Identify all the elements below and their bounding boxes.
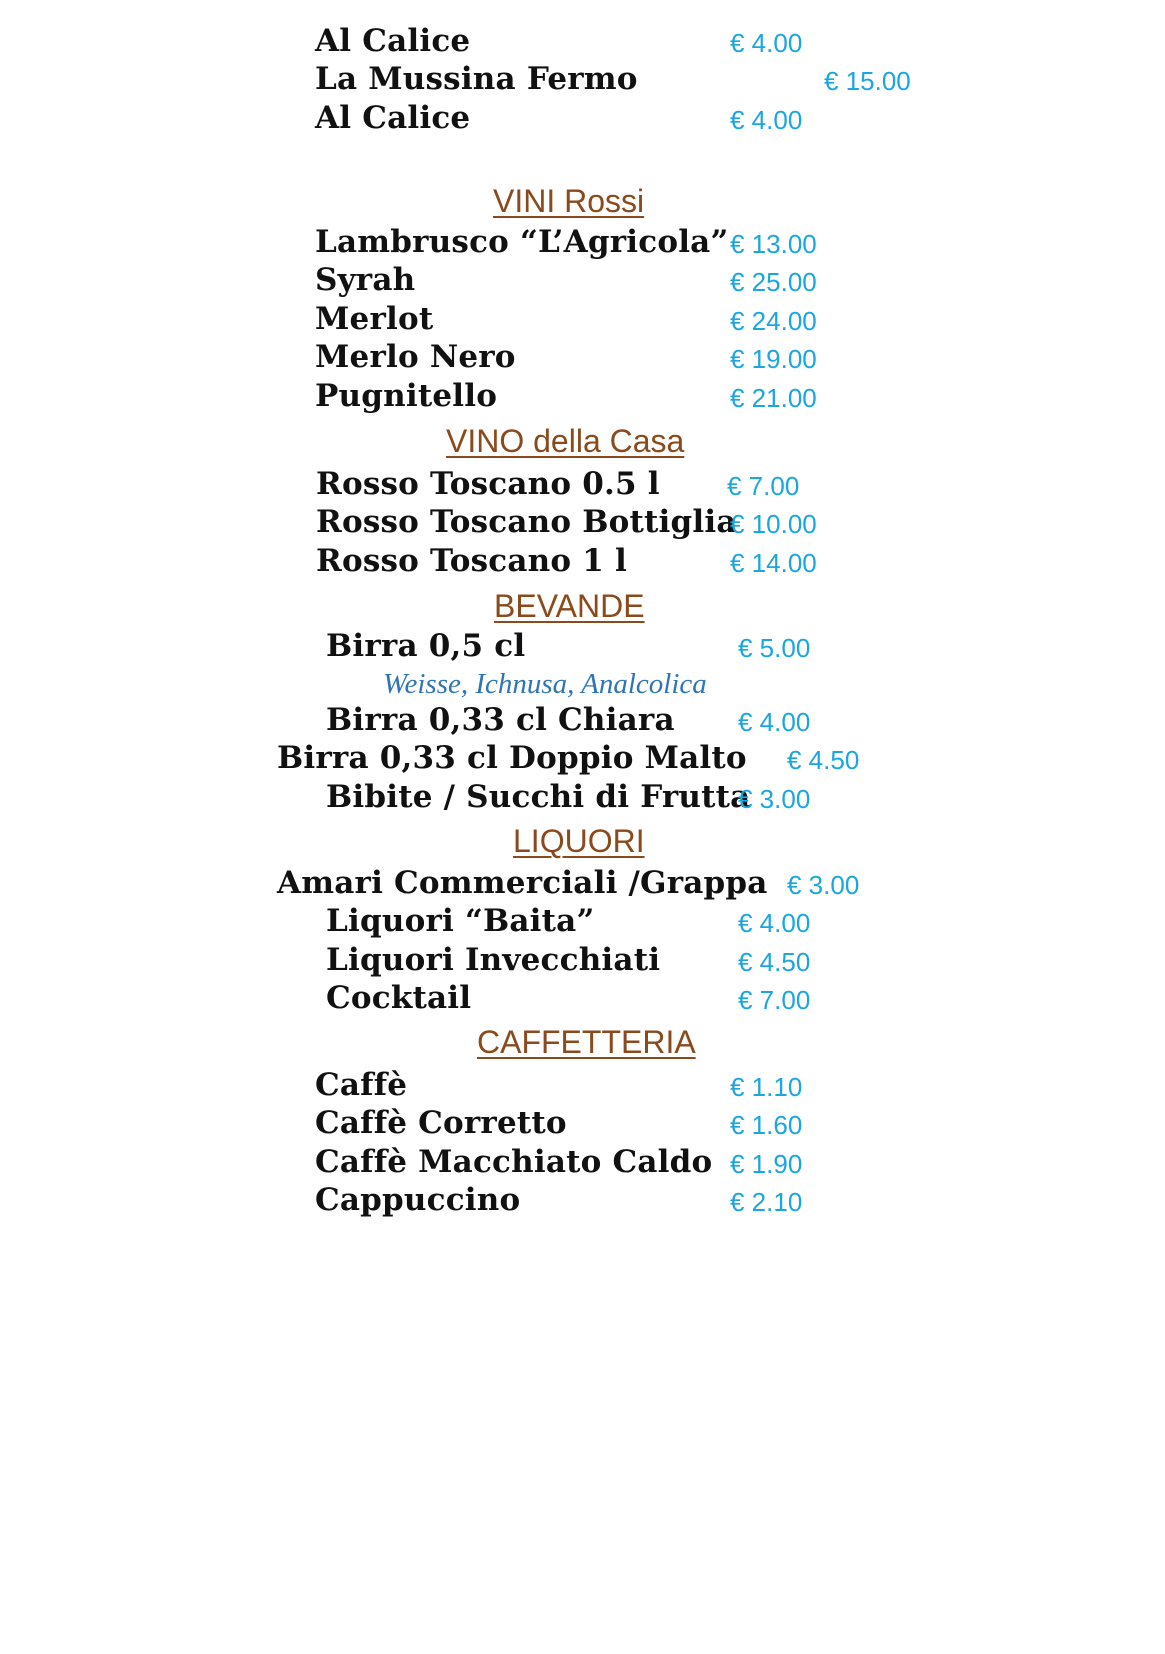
menu-item-price: € 14.00: [730, 548, 817, 578]
menu-item-name: Al Calice: [315, 23, 471, 59]
menu-item-price: € 1.90: [730, 1149, 803, 1179]
menu-item-price: € 1.10: [730, 1072, 803, 1102]
section-heading-bevande: BEVANDE: [494, 588, 645, 624]
menu-item-name: Birra 0,33 cl Doppio Malto: [277, 740, 747, 776]
menu-item-name: Merlo Nero: [315, 339, 516, 375]
menu-item-name: Birra 0,33 cl Chiara: [326, 702, 675, 738]
menu-item-price: € 13.00: [730, 229, 817, 259]
menu-item-price: € 19.00: [730, 344, 817, 374]
menu-item-name: La Mussina Fermo: [315, 61, 638, 97]
section-heading-vini-rossi: VINI Rossi: [493, 183, 645, 219]
menu-item-name: Rosso Toscano 0.5 l: [316, 466, 660, 502]
menu-item-name: Amari Commerciali /Grappa: [277, 865, 768, 901]
menu-item-name: Birra 0,5 cl: [326, 628, 526, 664]
menu-item-price: € 4.50: [738, 947, 811, 977]
menu-item-price: € 3.00: [738, 784, 811, 814]
menu-item-name: Lambrusco “L’Agricola”: [315, 224, 729, 260]
menu-item-name: Merlot: [315, 301, 434, 337]
menu-item-price: € 7.00: [738, 985, 811, 1015]
menu-item-name: Al Calice: [315, 100, 471, 136]
menu-item-price: € 24.00: [730, 306, 817, 336]
section-heading-liquori: LIQUORI: [513, 823, 645, 859]
menu-item-name: Rosso Toscano 1 l: [316, 543, 627, 579]
menu-item-name: Syrah: [315, 262, 416, 298]
menu-item-name: Cappuccino: [315, 1182, 521, 1218]
menu-item-name: Rosso Toscano Bottiglia: [316, 504, 737, 540]
menu-item-price: € 10.00: [730, 509, 817, 539]
menu-item-price: € 25.00: [730, 267, 817, 297]
menu-item-name: Cocktail: [326, 980, 472, 1016]
menu-item-price: € 4.00: [730, 105, 803, 135]
menu-item-price: € 1.60: [730, 1110, 803, 1140]
menu-item-name: Pugnitello: [315, 378, 498, 414]
menu-item-price: € 4.00: [730, 28, 803, 58]
menu-item-price: € 2.10: [730, 1187, 803, 1217]
menu-item-name: Liquori “Baita”: [326, 903, 595, 939]
section-heading-vino-della-casa: VINO della Casa: [446, 423, 685, 459]
menu-item-price: € 7.00: [727, 471, 800, 501]
menu-item-name: Caffè Corretto: [315, 1105, 567, 1141]
menu-item-price: € 4.50: [787, 745, 860, 775]
menu-item-name: Caffè Macchiato Caldo: [315, 1144, 713, 1180]
menu-item-price: € 3.00: [787, 870, 860, 900]
menu-item-price: € 21.00: [730, 383, 817, 413]
menu-item-name: Liquori Invecchiati: [326, 942, 661, 978]
beer-varieties-note: Weisse, Ichnusa, Analcolica: [383, 668, 707, 700]
section-heading-caffetteria: CAFFETTERIA: [477, 1024, 696, 1060]
menu-item-price: € 4.00: [738, 707, 811, 737]
menu-item-name: Caffè: [315, 1067, 408, 1103]
menu-item-price: € 15.00: [824, 66, 911, 96]
menu-item-price: € 5.00: [738, 633, 811, 663]
menu-item-price: € 4.00: [738, 908, 811, 938]
menu-item-name: Bibite / Succhi di Frutta: [326, 779, 751, 815]
